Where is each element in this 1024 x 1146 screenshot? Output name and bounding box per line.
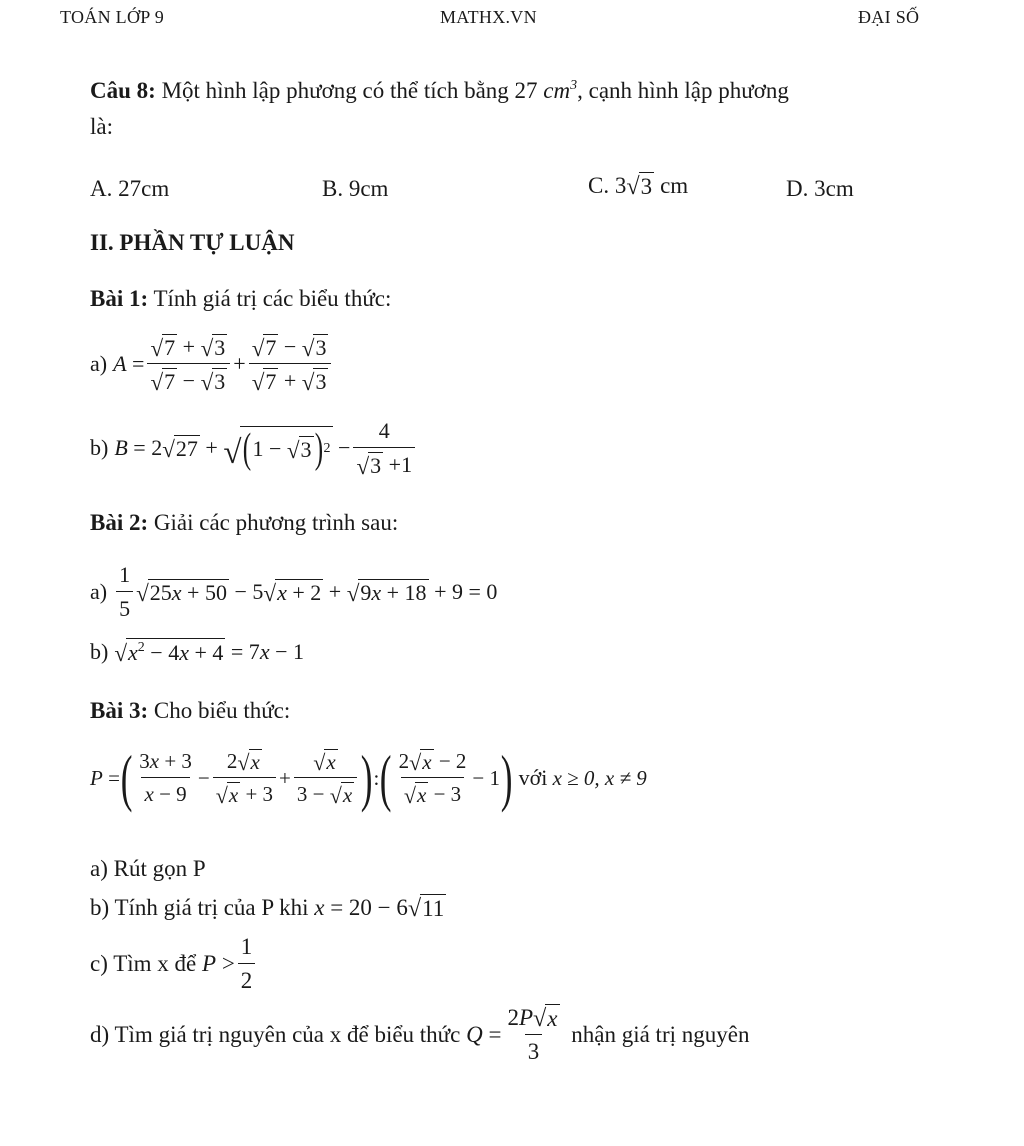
- bai2-heading: [90, 510, 398, 536]
- option-c-suffix: cm: [660, 172, 689, 198]
- bai2-label: Bài 2:: [90, 510, 149, 535]
- bai2-a: a) $\frac{1}{5}$ √ 25x + 50 − 5 √ x + 2 + √ 9x + 18 + 9 = 0: [90, 562, 498, 621]
- bai1-b-label: b): [90, 435, 109, 461]
- bai3-label: Bài 3:: [90, 698, 149, 723]
- option-c-prefix: C. 3: [588, 172, 627, 198]
- question-8-line2: là:: [90, 114, 113, 139]
- bai3-item-d: d) Tìm giá trị nguyên của x để biểu thức Q = 2 P √ x 3 nhận giá trị nguyên: [90, 1004, 750, 1065]
- question-8-text: Một hình lập phương có thể tích bằng 27: [161, 78, 538, 103]
- option-c-sqrt: √ 3: [626, 173, 653, 201]
- option-a: A. 27cm: [90, 176, 170, 201]
- header-site: MATHX.VN: [440, 7, 537, 27]
- bai3-condition-word: với: [518, 765, 548, 790]
- bai2-b-label: b): [90, 638, 109, 664]
- bai1-text: Tính giá trị các biểu thức:: [153, 286, 392, 311]
- bai3-text: Cho biểu thức:: [153, 698, 291, 723]
- bai3-expression: P = ( $\frac{3x + 3}{x - 9}$ − 2 √ x √ x + 3 + √ x 3 − √ x ) : ( 2 √ x − 2 √ x − 3 − 1 ) với x ≥ 0, x ≠ 9: [90, 742, 647, 813]
- bai3-item-c: c) Tìm x để P > $\frac{1}{2}$: [90, 934, 258, 994]
- question-8-unit-exp: 3: [570, 78, 578, 93]
- bai1-a-label: a): [90, 351, 108, 377]
- question-8: [90, 78, 789, 104]
- bai1-a: a) A = √ 7 + √ 3 √ 7 − √ 3 + √ 7 − √ 3 √ 7 + √ 3: [90, 334, 334, 394]
- bai3-item-b-text: b) Tính giá trị của P khi: [90, 894, 309, 920]
- bai1-a-frac1: √ 7 + √ 3 √ 7 − √ 3: [147, 334, 230, 394]
- question-8-unit: cm: [543, 78, 571, 103]
- bai3-item-c-text: c) Tìm x để: [90, 951, 197, 976]
- bai3-heading: [90, 698, 290, 724]
- bai2-a-label: a): [90, 579, 108, 604]
- header-subject: TOÁN LỚP 9: [60, 7, 165, 27]
- option-d: D. 3cm: [786, 176, 854, 201]
- bai2-b: b) √ $x^2 - 4x + 4$ = 7 x − 1: [90, 638, 304, 667]
- bai1-b-frac: 4 √ 3 +1: [353, 418, 415, 478]
- bai3-condition: x ≥ 0, x ≠ 9: [552, 765, 647, 790]
- bai3-item-b: b) Tính giá trị của P khi x = 20 − 6 √ 11: [90, 894, 445, 923]
- question-8-label: Câu 8:: [90, 78, 156, 103]
- option-c: [588, 172, 688, 199]
- bai1-heading: [90, 286, 391, 312]
- bai3-item-d-text: d) Tìm giá trị nguyên của x để biểu thức: [90, 1021, 461, 1047]
- header-topic: ĐẠI SỐ: [858, 7, 920, 27]
- question-8-text-after: , cạnh hình lập phương: [577, 78, 789, 103]
- bai2-text: Giải các phương trình sau:: [153, 510, 399, 535]
- section-title: II. PHẦN TỰ LUẬN: [90, 230, 295, 255]
- bai1-label: Bài 1:: [90, 286, 149, 311]
- option-b: B. 9cm: [322, 176, 389, 201]
- bai1-a-frac2: √ 7 − √ 3 √ 7 + √ 3: [249, 334, 332, 394]
- bai3-item-a: a) Rút gọn P: [90, 856, 206, 881]
- bai1-b: b) B = 2 √ 27 + √ ( 1 − √ 3 ) 2 − 4 √ 3 +1: [90, 418, 418, 478]
- bai3-item-d-after: nhận giá trị nguyên: [571, 1021, 750, 1047]
